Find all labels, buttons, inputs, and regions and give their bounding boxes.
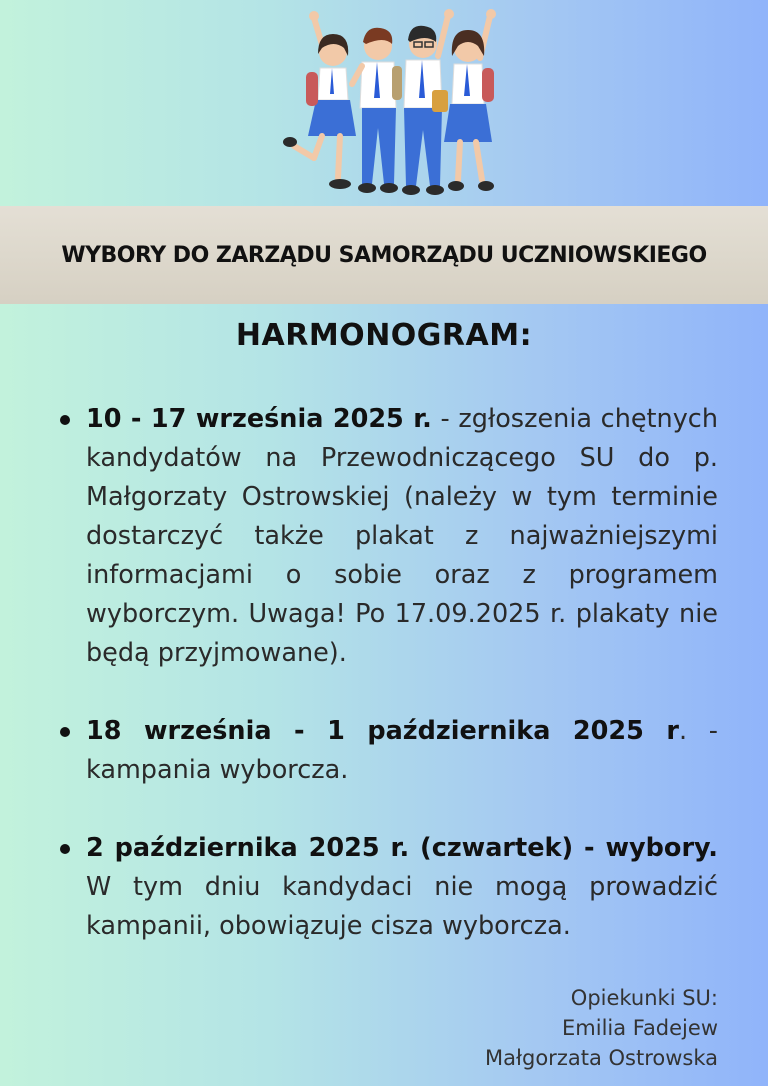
bullet-icon [60, 844, 70, 854]
schedule-heading: HARMONOGRAM: [235, 318, 533, 353]
signature-name-2: Małgorzata Ostrowska [485, 1046, 718, 1070]
student-girl-right-icon [444, 9, 496, 191]
title-banner [0, 206, 768, 304]
schedule-list [56, 400, 718, 946]
students-illustration [268, 8, 516, 200]
item-text: W tym dniu kandydaci nie mogą prowadzić kampanii, obowiązuje cisza wyborcza. [86, 872, 718, 941]
signature-title: Opiekunki SU: [570, 986, 718, 1010]
page-title: WYBORY DO ZARZĄDU SAMORZĄDU UCZNIOWSKIEGO [61, 242, 707, 268]
student-boy-center-right-icon [402, 9, 454, 195]
item-date: 2 października 2025 r. (czwartek) - wybory. [86, 833, 718, 863]
item-text: - zgłoszenia chętnych kandydatów na Przewodniczącego SU do p. Małgorzaty Ostrowskiej (należy w tym terminie dostarczyć także plakat z najważniejszymi informacjami o sobie oraz z programem wyborczym. Uwaga! Po 17.09.2025 r. plakaty nie będą przyjmowane). [86, 404, 718, 668]
bullet-icon [60, 415, 70, 425]
list-item [56, 400, 718, 673]
list-item [56, 712, 718, 790]
signature-name-1: Emilia Fadejew [562, 1016, 718, 1040]
student-boy-center-left-icon [352, 28, 402, 193]
item-date: 18 września - 1 października 2025 r [86, 716, 679, 746]
list-item [56, 829, 718, 946]
signature [485, 983, 718, 1073]
item-date: 10 - 17 września 2025 r. [86, 404, 432, 434]
item-text: . - kampania wyborcza. [86, 716, 718, 785]
bullet-icon [60, 727, 70, 737]
student-girl-left-icon [283, 11, 356, 189]
